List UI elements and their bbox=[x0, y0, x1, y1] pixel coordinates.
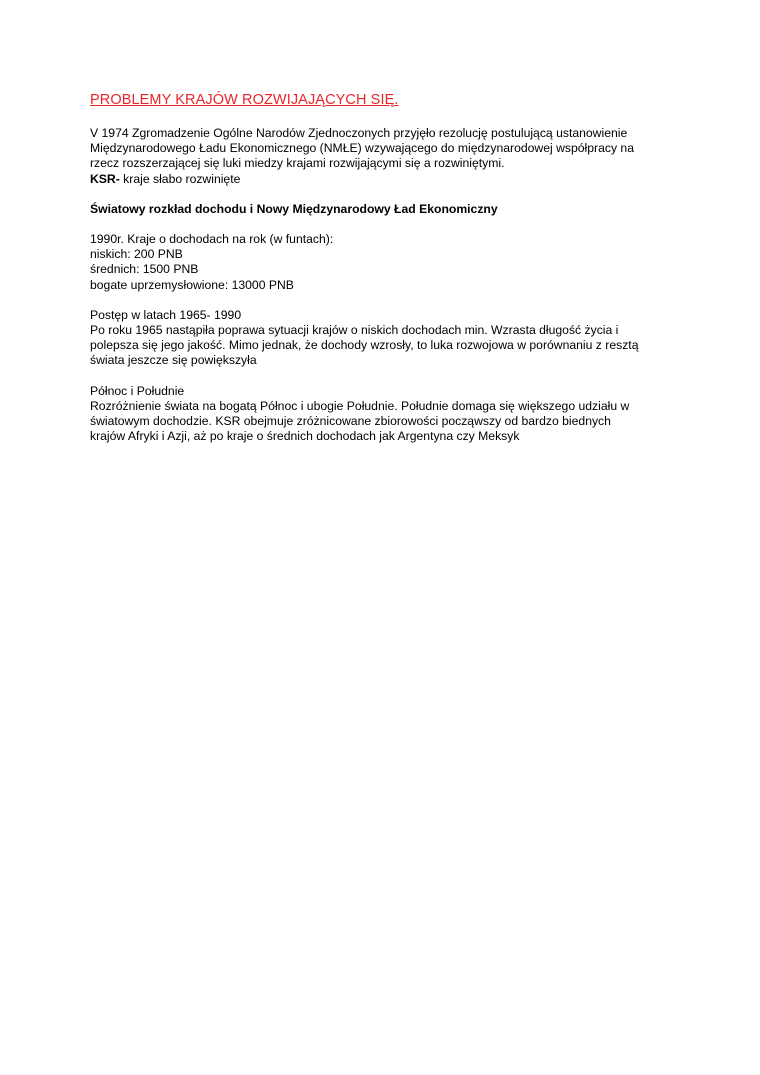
intro-line: Międzynarodowego Ładu Ekonomicznego (NMŁE) wzywającego do międzynarodowej współpracy na bbox=[90, 141, 634, 156]
north-south-paragraph bbox=[90, 384, 675, 445]
intro-line: rzecz rozszerzającej się luki miedzy krajami rozwijającymi się a rozwiniętymi. bbox=[90, 156, 505, 171]
progress-line: świata jeszcze się powiększyła bbox=[90, 353, 257, 368]
ksr-text: kraje słabo rozwinięte bbox=[119, 171, 241, 186]
income-line: 1990r. Kraje o dochodach na rok (w funtach): bbox=[90, 232, 334, 247]
north-south-line: krajów Afryki i Azji, aż po kraje o średnich dochodach jak Argentyna czy Meksyk bbox=[90, 429, 520, 444]
progress-heading: Postęp w latach 1965- 1990 bbox=[90, 307, 242, 322]
document-page bbox=[90, 90, 675, 444]
north-south-heading: Północ i Południe bbox=[90, 383, 185, 398]
document-title: PROBLEMY KRAJÓW ROZWIJAJĄCYCH SIĘ. bbox=[90, 92, 399, 108]
progress-line: Po roku 1965 nastąpiła poprawa sytuacji krajów o niskich dochodach min. Wzrasta długość życia i bbox=[90, 323, 619, 338]
progress-paragraph bbox=[90, 308, 675, 369]
income-line: bogate uprzemysłowione: 13000 PNB bbox=[90, 277, 294, 292]
income-line: niskich: 200 PNB bbox=[90, 247, 183, 262]
north-south-line: Rozróżnienie świata na bogatą Północ i ubogie Południe. Południe domaga się większego udziału w bbox=[90, 398, 630, 413]
intro-line: V 1974 Zgromadzenie Ogólne Narodów Zjednoczonych przyjęło rezolucję postulującą ustanowienie bbox=[90, 126, 628, 140]
section-heading-income-distribution: Światowy rozkład dochodu i Nowy Międzynarodowy Ład Ekonomiczny bbox=[90, 201, 498, 216]
intro-paragraph bbox=[90, 126, 675, 187]
income-paragraph bbox=[90, 232, 675, 293]
progress-line: polepsza się jego jakość. Mimo jednak, że dochody wzrosły, to luka rozwojowa w porównaniu z resztą bbox=[90, 338, 639, 353]
north-south-line: światowym dochodzie. KSR obejmuje zróżnicowane zbiorowości począwszy od bardzo biednych bbox=[90, 414, 611, 429]
ksr-definition bbox=[90, 172, 675, 187]
ksr-label: KSR- bbox=[90, 171, 120, 186]
income-line: średnich: 1500 PNB bbox=[90, 262, 199, 277]
